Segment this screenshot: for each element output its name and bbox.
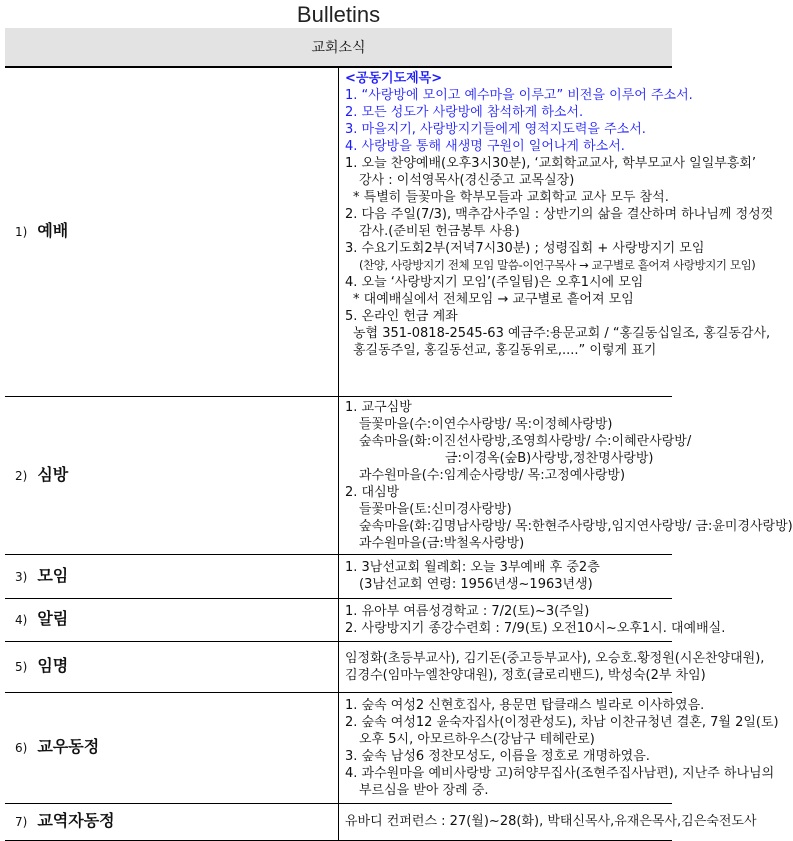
section-number: 7) bbox=[15, 815, 28, 829]
content-line: 1. 오늘 찬양예배(오후3시30분), ‘교회학교교사, 학부모교사 일일부흥회’ bbox=[345, 156, 757, 171]
content-line: 2. 대심방 bbox=[345, 484, 400, 500]
section-row bbox=[5, 396, 672, 554]
section-label: 교역자동정 bbox=[37, 811, 115, 830]
content-line: (찬양, 사랑방지기 전체 모임 말씀-이언구목사 → 교구별로 흩어져 사랑방지기 모임) bbox=[359, 258, 756, 272]
content-line: 1. 3남선교회 월례회: 오늘 3부예배 후 중2층 bbox=[345, 560, 600, 575]
section-label-cell bbox=[5, 396, 339, 554]
section-content bbox=[339, 641, 765, 692]
section-label-cell bbox=[5, 803, 339, 840]
section-label: 예배 bbox=[37, 221, 69, 241]
content-line: 농협 351-0818-2545-63 예금주:용문교회 / “홍길동십일조, 홍길동감사, bbox=[353, 326, 771, 341]
content-line: * 대예배실에서 전체모임 → 교구별로 흩어져 모임 bbox=[353, 292, 634, 307]
section-number: 4) bbox=[15, 613, 28, 627]
section-content bbox=[339, 803, 757, 840]
content-line: 5. 온라인 헌금 계좌 bbox=[345, 309, 458, 324]
section-content bbox=[339, 692, 779, 803]
content-line: 4. 과수원마을 예비사랑방 고)허양무집사(조현주집사남편), 지난주 하나님의 bbox=[345, 765, 775, 781]
section-label: 알림 bbox=[37, 609, 69, 628]
content-line: 4. 오늘 ‘사랑방지기 모임’(주일팀)은 오후1시에 모임 bbox=[345, 275, 644, 290]
content-line: 1. 교구심방 bbox=[345, 399, 412, 415]
content-line: (3남선교회 연령: 1956년생~1963년생) bbox=[359, 577, 593, 592]
content-line: 1. 유아부 여름성경학교 : 7/2(토)~3(주일) bbox=[345, 603, 590, 619]
section-label-cell bbox=[5, 67, 339, 396]
content-line: 과수원마을(금:박철옥사랑방) bbox=[359, 535, 525, 551]
content-line: 숲속마을(화:김명남사랑방/ 목:한현주사랑방,임지연사랑방/ 금:윤미경사랑방) bbox=[359, 518, 793, 534]
section-content bbox=[339, 598, 726, 641]
section-content bbox=[339, 554, 673, 598]
content-line: 3. 수요기도회2부(저녁7시30분) ; 성령집회 + 사랑방지기 모임 bbox=[345, 241, 705, 256]
content-line: 2. 숲속 여성12 윤숙자집사(이정관성도), 차남 이찬규청년 결혼, 7월 2일(토) bbox=[345, 714, 779, 730]
section-label: 모임 bbox=[37, 565, 69, 585]
section-label: 심방 bbox=[37, 464, 69, 484]
page-title: Bulletins bbox=[296, 2, 381, 27]
section-number: 3) bbox=[15, 569, 28, 584]
section-number: 6) bbox=[15, 741, 28, 755]
section-label: 교우동정 bbox=[37, 737, 100, 756]
content-line: 숲속마을(화:이진선사랑방,조영희사랑방/ 수:이혜란사랑방/ bbox=[359, 433, 692, 449]
content-line: 부르심을 받아 장례 중. bbox=[359, 782, 489, 798]
section-label-cell bbox=[5, 692, 339, 803]
content-line: 4. 사랑방을 통해 새생명 구원이 일어나게 하소서. bbox=[345, 139, 625, 154]
table-header: 교회소식 bbox=[5, 28, 672, 67]
content-line: 3. 마을지기, 사랑방지기들에게 영적지도력을 주소서. bbox=[345, 122, 646, 137]
content-line: 3. 숲속 남성6 정찬모성도, 이름을 정호로 개명하였음. bbox=[345, 748, 650, 764]
content-line: 2. 다음 주일(7/3), 맥추감사주일 : 상반기의 삶을 결산하며 하나님께 정성껏 bbox=[345, 207, 774, 222]
content-line: 1. 숲속 여성2 신현호집사, 용문면 탑클래스 빌라로 이사하였음. bbox=[345, 697, 705, 713]
content-line: 오후 5시, 아모르하우스(강남구 테헤란로) bbox=[359, 731, 595, 747]
content-line: 강사 : 이석영목사(경신중고 교목실장) bbox=[359, 173, 575, 188]
section-number: 5) bbox=[15, 660, 28, 674]
content-line: 2. 모든 성도가 사랑방에 참석하게 하소서. bbox=[345, 105, 584, 120]
content-line: 2. 사랑방지기 종강수련회 : 7/9(토) 오전10시~오후1시. 대예배실. bbox=[345, 620, 726, 636]
content-line: 홍길동주일, 홍길동선교, 홍길동위로,....” 이렇게 표기 bbox=[353, 343, 657, 358]
content-line: 유바디 컨퍼런스 : 27(월)~28(화), 박태신목사,유재은목사,김은숙전도사 bbox=[345, 814, 757, 829]
content-line: 들꽃마을(토:신미경사랑방) bbox=[359, 501, 512, 517]
section-label: 임명 bbox=[37, 656, 69, 675]
section-row bbox=[5, 803, 672, 840]
content-line: 감사.(준비된 헌금봉투 사용) bbox=[359, 224, 520, 239]
content-line: 임정화(초등부교사), 김기돈(중고등부교사), 오승호.황정원(시온찬양대원), bbox=[345, 650, 765, 666]
content-line: 금:이경옥(숲B)사랑방,정찬명사랑방) bbox=[445, 450, 654, 466]
content-line: <공동기도제목> bbox=[345, 71, 443, 86]
section-number: 1) bbox=[15, 225, 28, 240]
section-row bbox=[5, 692, 672, 803]
content-line: * 특별히 들꽃마을 학부모들과 교회학교 교사 모두 참석. bbox=[353, 190, 669, 205]
section-row bbox=[5, 641, 672, 692]
section-row bbox=[5, 554, 672, 598]
content-line: 들꽃마을(수:이연수사랑방/ 목:이정혜사랑방) bbox=[359, 416, 613, 432]
content-line: 1. “사랑방에 모이고 예수마을 이루고” 비전을 이루어 주소서. bbox=[345, 88, 693, 103]
content-line: 김경수(임마누엘찬양대원), 정호(글로리밴드), 박성숙(2부 차임) bbox=[345, 667, 706, 683]
section-label-cell bbox=[5, 598, 339, 641]
content-line: 과수원마을(수:임계순사랑방/ 목:고정예사랑방) bbox=[359, 467, 626, 483]
section-content bbox=[339, 67, 774, 396]
bulletin-table bbox=[5, 28, 793, 841]
section-row bbox=[5, 67, 672, 396]
section-content bbox=[339, 396, 793, 554]
section-row bbox=[5, 598, 672, 641]
section-number: 2) bbox=[15, 468, 28, 483]
section-label-cell bbox=[5, 554, 339, 598]
section-label-cell bbox=[5, 641, 339, 692]
